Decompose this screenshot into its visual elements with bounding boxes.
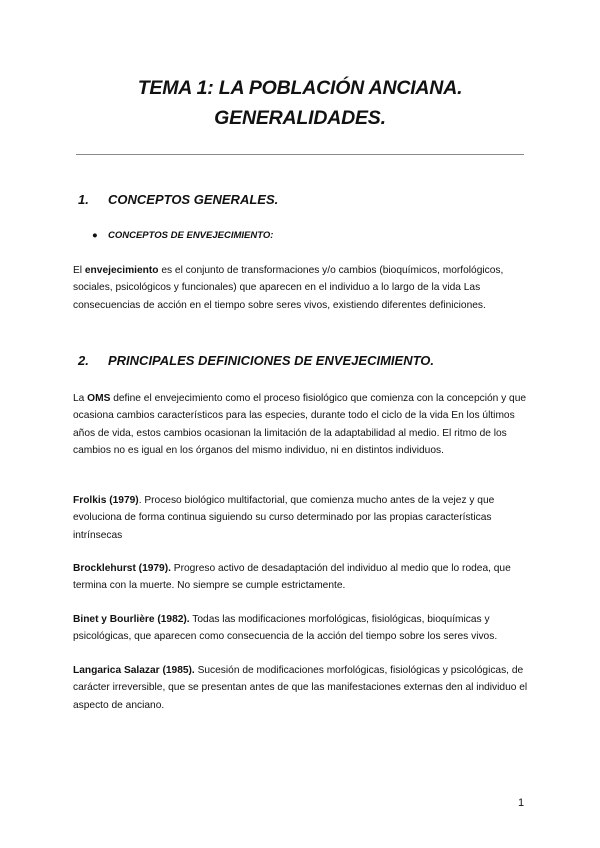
document-title-line-1: TEMA 1: LA POBLACIÓN ANCIANA. [137,77,463,99]
definition-author: Langarica Salazar (1985). [73,665,195,676]
title-divider [76,154,524,155]
definition-text: Sucesión de modificaciones morfológicas, fisiológicas y psicológicas, de carácter irreversible, que se presentan antes de que las manifestaciones externas den al individuo el aspecto de anciano. [73,665,528,711]
bullet-dot-icon: ● [92,230,98,241]
para-prefix: El [73,265,85,276]
section-1-heading [78,192,278,207]
bullet-label: CONCEPTOS DE ENVEJECIMIENTO: [108,230,274,241]
definition-author: Frolkis (1979) [73,495,139,506]
definition-text: . Proceso biológico multifactorial, que comienza mucho antes de la vejez y que evoluciona de forma continua siguiendo su curso determinado por las propias características intrínsecas [73,495,495,541]
definition-brocklehurst [73,560,533,595]
section-1-title: CONCEPTOS GENERALES. [108,192,279,207]
bullet-item [92,230,273,241]
definition-binet-bourliere [73,611,533,646]
section-2-number: 2. [78,353,89,368]
oms-body: define el envejecimiento como el proceso fisiológico que comienza con la concepción y que ocasiona cambios característicos para las especies, durante todo el ciclo de la vida En los últimos años de vida, estos cambios ocasionan la limitación de la adaptabilidad al medio. El ritmo de los cambios no es igual en los órganos del mismo individuo, ni en distintos individuos. [73,393,527,457]
document-title-line-2: GENERALIDADES. [214,107,386,129]
para-bold-term: envejecimiento [84,265,159,276]
section-2-title: PRINCIPALES DEFINICIONES DE ENVEJECIMIENTO. [108,353,435,368]
page-number: 1 [518,797,525,809]
envejecimiento-paragraph [73,262,533,314]
definition-text: Progreso activo de desadaptación del individuo al medio que lo rodea, que termina con la muerte. No siempre se cumple estrictamente. [73,563,511,592]
section-1-number: 1. [78,192,89,207]
oms-paragraph [73,390,533,460]
definition-langarica-salazar [73,662,533,714]
definition-text: Todas las modificaciones morfológicas, fisiológicas, bioquímicas y psicológicas, que aparecen como consecuencia de la acción del tiempo sobre los seres vivos. [73,614,498,643]
definition-author: Binet y Bourlière (1982). [73,614,190,625]
oms-bold-term: OMS [87,393,111,404]
section-2-heading [78,353,434,368]
definition-author: Brocklehurst (1979). [73,563,171,574]
oms-prefix: La [73,393,88,404]
definition-frolkis [73,492,533,544]
para-body: es el conjunto de transformaciones y/o cambios (bioquímicos, morfológicos, sociales, psicológicos y funcionales) que aparecen en el individuo a lo largo de la vida Las consecuencias de acción en el tiempo sobre seres vivos, existiendo diferentes definiciones. [73,265,504,311]
